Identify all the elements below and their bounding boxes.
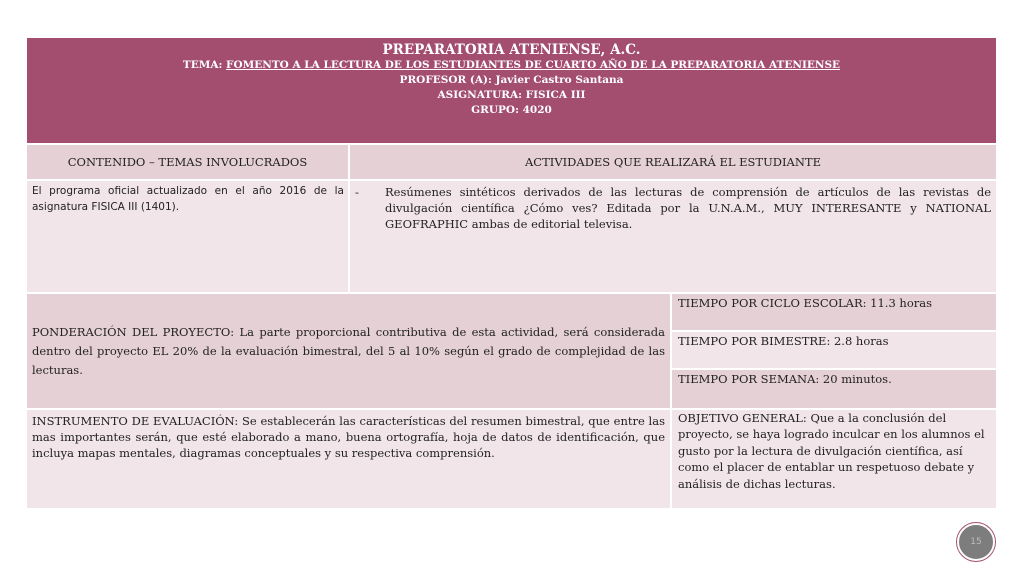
tema-text: FOMENTO A LA LECTURA DE LOS ESTUDIANTES DE CUARTO AÑO DE LA PREPARATORIA ATENIENSE [226,59,841,71]
planning-table [27,38,996,508]
tema-label: TEMA: [182,59,223,71]
instrumento-row [27,410,996,508]
tiempos-cell [672,294,996,408]
programa-cell: El programa oficial actualizado en el año 2016 de la asignatura FISICA III (1401). [27,181,350,292]
column-headers-row [27,145,996,181]
ponderacion-cell [27,294,672,408]
instrumento-cell: INSTRUMENTO DE EVALUACIÓN: Se establecerán las características del resumen bimestral, que entre las mas importantes serán, que esté elaborado a mano, buena ortografía, hoja de datos de identificación, que incluya mapas mentales, diagramas conceptuales y su respectiva comprensión. [27,410,672,508]
actividades-text: Resúmenes sintéticos derivados de las lecturas de comprensión de artículos de las revistas de divulgación científica ¿Cómo ves? Editada por la U.N.A.M., MUY INTERESANTE y NATIONAL GEOFRAPHIC ambas de editorial televisa. [385,185,991,231]
list-dash: - [355,185,359,199]
tiempo-bimestre: TIEMPO POR BIMESTRE: 2.8 horas [672,332,996,370]
asignatura-line: ASIGNATURA: FISICA III [437,89,586,101]
profesor-line: PROFESOR (A): Javier Castro Santana [399,74,624,86]
column-header-contenido: CONTENIDO – TEMAS INVOLUCRADOS [27,145,350,179]
tiempo-semana: TIEMPO POR SEMANA: 20 minutos. [672,370,996,408]
table-header [27,38,996,145]
column-header-actividades: ACTIVIDADES QUE REALIZARÁ EL ESTUDIANTE [350,145,996,179]
school-title: PREPARATORIA ATENIENSE, A.C. [382,42,641,58]
page-number-badge: 15 [957,523,995,561]
tiempo-ciclo: TIEMPO POR CICLO ESCOLAR: 11.3 horas [672,294,996,332]
grupo-line: GRUPO: 4020 [471,104,552,116]
ponderacion-text: PONDERACIÓN DEL PROYECTO: La parte proporcional contributiva de esta actividad, será considerada dentro del proyecto EL 20% de la evaluación bimestral, del 5 al 10% según el grado de complejidad de las lecturas. [32,324,665,377]
content-row [27,181,996,294]
tema-line [27,58,996,73]
ponderacion-row [27,294,996,410]
actividades-cell [350,181,996,292]
objetivo-cell: OBJETIVO GENERAL: Que a la conclusión del proyecto, se haya logrado inculcar en los alumnos el gusto por la lectura de divulgación científica, así como el placer de entablar un respetuoso debate y análisis de dichas lecturas. [672,410,996,508]
